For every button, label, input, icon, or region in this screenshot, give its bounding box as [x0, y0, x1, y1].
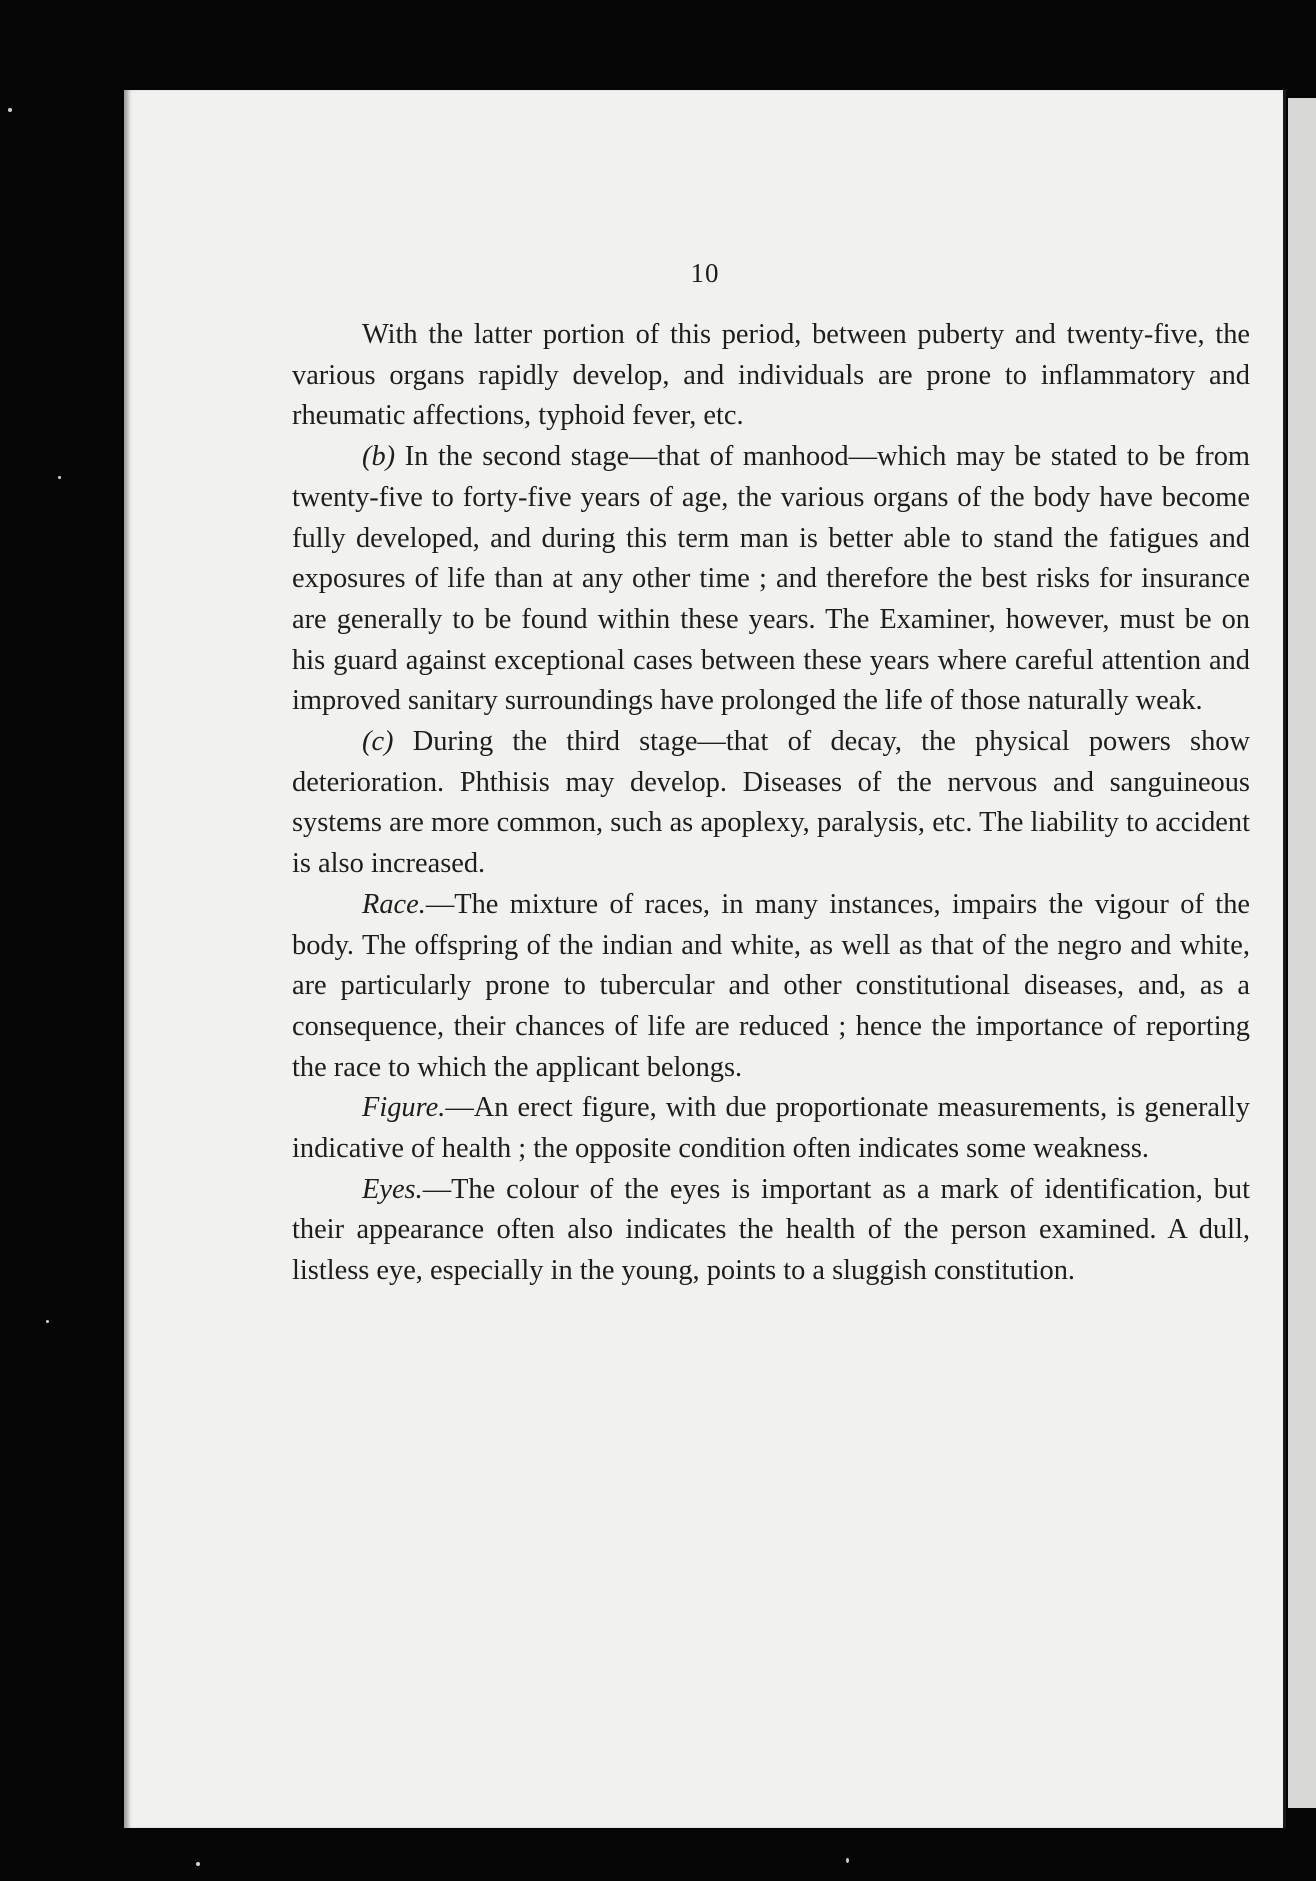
scan-speck	[46, 1320, 49, 1323]
paragraph-second-stage-text: In the second stage—that of manhood—which may be stated to be from twenty-five to forty-five years of age, the various organs of the body have become fully developed, and during this term man is better able to stand the fatigues and exposures of life than at any other time ; and therefore the best risks for insurance are generally to be found within these years. The Examiner, however, must be on his guard against exceptional cases between these years where careful attention and improved sanitary surroundings have prolonged the life of those naturally weak.	[292, 441, 1250, 717]
paragraph-marker: (b)	[362, 441, 396, 473]
paragraph-marker: (c)	[362, 726, 394, 758]
run-in-heading: Eyes.	[362, 1173, 423, 1205]
body-text	[292, 315, 1250, 1292]
page-number: 10	[690, 258, 720, 288]
paragraph-eyes	[292, 1170, 1250, 1292]
paragraph-intro	[292, 315, 1250, 437]
scan-speck	[846, 1858, 849, 1863]
paragraph-eyes-text: —The colour of the eyes is important as a mark of identification, but their appearance often also indicates the health of the person examined. A dull, listless eye, especially in the young, points to a sluggish constitution.	[292, 1173, 1250, 1287]
facing-page-edge	[1288, 98, 1316, 1808]
paragraph-third-stage-text: During the third stage—that of decay, the physical powers show deterioration. Phthisis may develop. Diseases of the nervous and sanguineous systems are more common, such as apoplexy, paralysis, etc. The liability to accident is also increased.	[292, 726, 1250, 880]
run-in-heading: Race.	[362, 888, 426, 920]
scan-speck	[58, 476, 61, 479]
paragraph-third-stage	[292, 722, 1250, 885]
paragraph-second-stage	[292, 437, 1250, 722]
paragraph-race-text: —The mixture of races, in many instances, impairs the vigour of the body. The offspring of the indian and white, as well as that of the negro and white, are particularly prone to tubercular and other constitutional diseases, and, as a consequence, their chances of life are reduced ; hence the importance of reporting the race to which the applicant belongs.	[292, 888, 1250, 1083]
book-page	[124, 90, 1286, 1828]
paragraph-figure-text: —An erect figure, with due proportionate measurements, is generally indicative of health ; the opposite condition often indicates some weakness.	[292, 1092, 1250, 1165]
paragraph-figure	[292, 1088, 1250, 1169]
scan-speck	[8, 108, 12, 112]
page-fold-shadow	[1283, 90, 1286, 1828]
scan-speck	[196, 1862, 200, 1866]
run-in-heading: Figure.	[362, 1092, 446, 1124]
paragraph-race	[292, 885, 1250, 1089]
paragraph-intro-text: With the latter portion of this period, between puberty and twenty-five, the various organs rapidly develop, and individuals are prone to inflammatory and rheumatic affections, typhoid fever, etc.	[292, 319, 1250, 432]
